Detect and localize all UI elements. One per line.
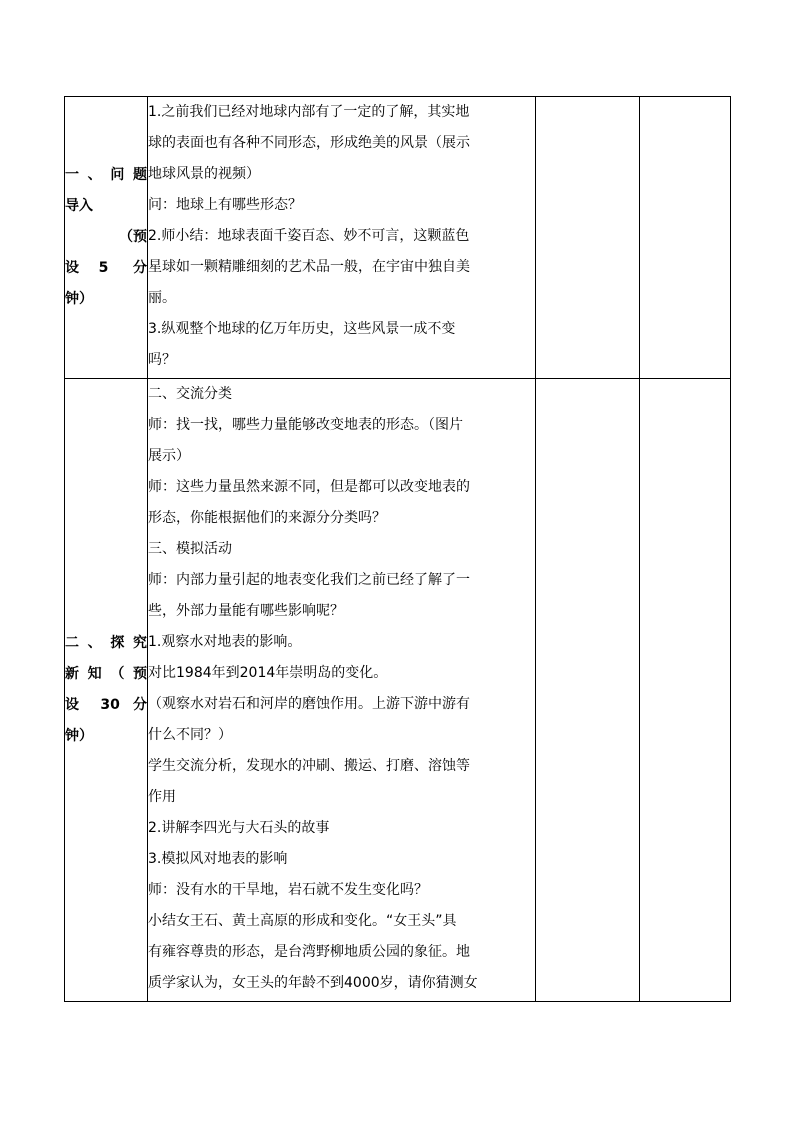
lesson-plan-table <box>64 96 731 1002</box>
empty-cell <box>640 97 731 379</box>
stage-cell <box>65 379 148 1002</box>
content-line: （观察水对岩石和河岸的磨蚀作用。上游下游中游有 <box>148 696 470 712</box>
empty-cell <box>640 379 731 1002</box>
content-line: 问：地球上有哪些形态？ <box>148 197 302 213</box>
content-line: 作用 <box>148 789 176 805</box>
content-line: 小结女王石、黄土高原的形成和变化。“女王头”具 <box>148 913 457 929</box>
content-line: 星球如一颗精雕细刻的艺术品一般，在宇宙中独自美 <box>148 259 470 275</box>
stage-line: （预 <box>119 229 147 245</box>
stage-line: 钟） <box>65 728 93 744</box>
table-row <box>65 97 731 379</box>
table-row <box>65 379 731 1002</box>
content-line: 2.讲解李四光与大石头的故事 <box>148 820 330 836</box>
content-line: 吗？ <box>148 352 176 368</box>
stage-line: 设5 分 <box>65 260 147 276</box>
content-cell <box>148 97 536 379</box>
content-line: 师：没有水的干旱地，岩石就不发生变化吗？ <box>148 882 428 898</box>
content-line: 师：这些力量虽然来源不同，但是都可以改变地表的 <box>148 479 470 495</box>
stage-line: 导入 <box>65 198 93 214</box>
content-line: 对比1984年到2014年崇明岛的变化。 <box>148 665 388 681</box>
content-line: 2.师小结：地球表面千姿百态、妙不可言，这颗蓝色 <box>148 228 470 244</box>
stage-cell <box>65 97 148 379</box>
content-line: 地球风景的视频） <box>148 166 260 182</box>
content-line: 3.模拟风对地表的影响 <box>148 851 288 867</box>
content-line: 丽。 <box>148 290 176 306</box>
stage-line: 设 30 分 <box>65 697 147 713</box>
content-line: 质学家认为，女王头的年龄不到4000岁，请你猜测女 <box>148 975 478 991</box>
content-line: 三、模拟活动 <box>148 541 232 557</box>
content-line: 球的表面也有各种不同形态，形成绝美的风景（展示 <box>148 135 470 151</box>
content-line: 师：找一找，哪些力量能够改变地表的形态。（图片 <box>148 417 463 433</box>
content-line: 些，外部力量能有哪些影响呢？ <box>148 603 344 619</box>
content-line: 学生交流分析，发现水的冲刷、搬运、打磨、溶蚀等 <box>148 758 470 774</box>
content-line: 形态，你能根据他们的来源分分类吗？ <box>148 510 386 526</box>
content-line: 3.纵观整个地球的亿万年历史，这些风景一成不变 <box>148 321 456 337</box>
content-line: 有雍容尊贵的形态，是台湾野柳地质公园的象征。地 <box>148 944 470 960</box>
content-line: 什么不同？） <box>148 727 232 743</box>
content-line: 展示） <box>148 448 190 464</box>
stage-line: 钟） <box>65 291 93 307</box>
stage-line: 二、探究 <box>65 635 147 651</box>
content-cell <box>148 379 536 1002</box>
stage-line: 新知（预 <box>65 666 147 682</box>
content-line: 师：内部力量引起的地表变化我们之前已经了解了一 <box>148 572 470 588</box>
empty-cell <box>536 379 640 1002</box>
content-line: 1.观察水对地表的影响。 <box>148 634 302 650</box>
content-line: 1.之前我们已经对地球内部有了一定的了解，其实地 <box>148 104 470 120</box>
content-line: 二、交流分类 <box>148 386 232 402</box>
empty-cell <box>536 97 640 379</box>
stage-line: 一、问题 <box>65 167 147 183</box>
